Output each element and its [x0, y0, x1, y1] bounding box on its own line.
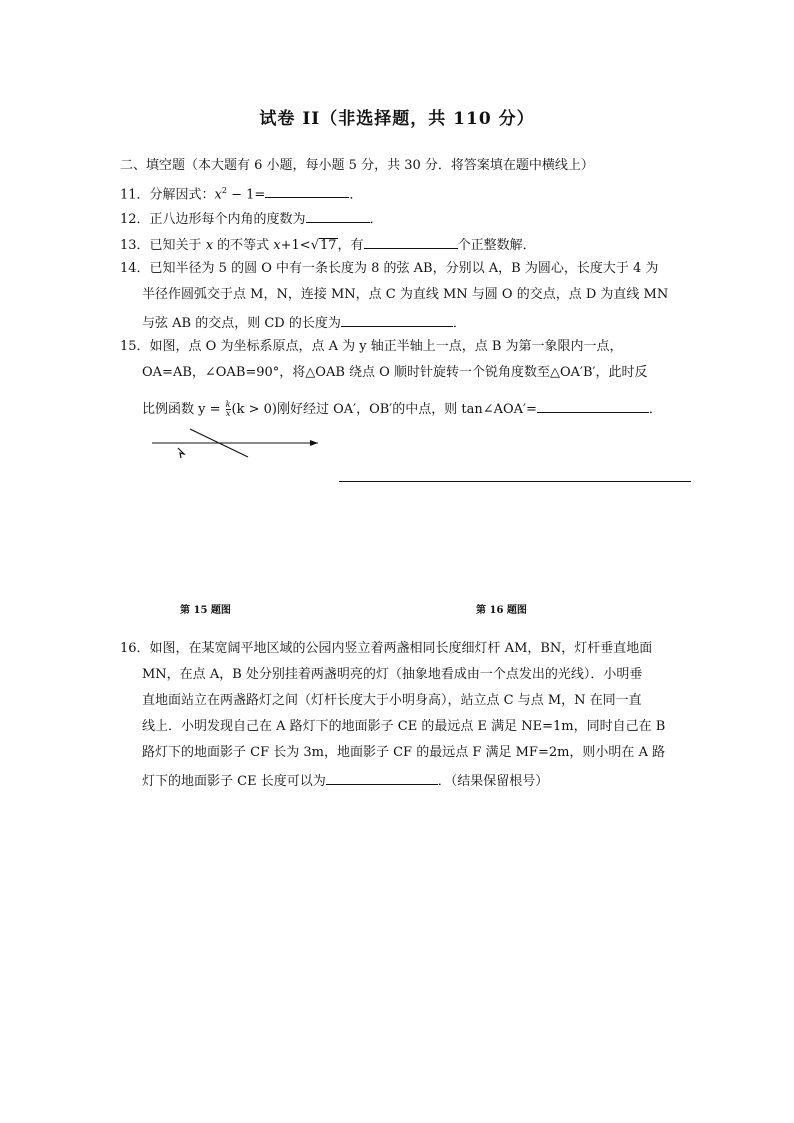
sqrt-sign: √ [310, 238, 319, 253]
question-14-line-3: 与弦 AB 的交点，则 CD 的长度为 ． [142, 312, 466, 333]
question-14-line-1: 14．已知半径为 5 的圆 O 中有一条长度为 8 的弦 AB，分别以 A，B 为圆心，长度大于 4 为 [120, 261, 659, 276]
question-16-line-1: 16．如图，在某宽阔平地区域的公园内竖立着两盏相同长度细灯杆 AM，BN，灯杆垂直地面 [120, 641, 653, 656]
question-15-line-3: 比例函数 y = $\frac{k}{x}$ (k > 0)刚好经过 OA′，OB′的中点，则 tan∠AOA′= ． [142, 400, 662, 418]
figure-15-fragment [140, 420, 330, 470]
question-12: 12．正八边形每个内角的度数为 ． [120, 208, 383, 229]
answer-blank-16[interactable] [326, 770, 438, 785]
question-16-line-6: 灯下的地面影子 CE 长度可以为 ．（结果保留根号） [142, 770, 548, 791]
question-11: 11．分解因式：$x^2 - 1=$ ． [120, 182, 362, 204]
question-16-line-3: 直地面站立在两盏路灯之间（灯杆长度大于小明身高），站立点 C 与点 M，N 在同一直 [142, 693, 642, 708]
caption-16: 第 16 题图 [476, 605, 527, 616]
fraction-k-over-x: $\frac{k}{x}$ [225, 400, 231, 418]
question-16-line-5: 路灯下的地面影子 CF 长为 3m，地面影子 CF 的最远点 F 满足 MF=2m，则小明在 A 路 [142, 745, 666, 760]
cursor-mark-icon [178, 448, 184, 458]
question-16-line-2: MN，在点 A，B 处分别挂着两盏明亮的灯（抽象地看成由一个点发出的光线）．小明垂 [142, 667, 643, 682]
answer-blank-14[interactable] [341, 312, 453, 327]
question-14-line-2: 半径作圆弧交于点 M，N，连接 MN，点 C 为直线 MN 与圆 O 的交点，点 D 为直线 MN [142, 287, 669, 302]
question-16-line-4: 线上．小明发现自己在 A 路灯下的地面影子 CE 的最远点 E 满足 NE=1m，同时自己在 B [142, 719, 666, 734]
paper-title: 试卷 II（非选择题，共 110 分） [259, 109, 535, 129]
section-header: 二、填空题（本大题有 6 小题，每小题 5 分，共 30 分．将答案填在题中横线上） [120, 158, 594, 173]
answer-blank-15[interactable] [537, 398, 649, 413]
question-15-line-2: OA=AB，∠OAB=90°，将△OAB 绕点 O 顺时针旋转一个锐角度数至△OA′B′，此时反 [142, 365, 648, 380]
caption-15: 第 15 题图 [180, 605, 231, 616]
question-13: 13．已知关于 x 的不等式 x+1<√17，有 个正整数解． [120, 234, 536, 255]
arrow-head-icon [310, 440, 318, 446]
answer-blank-11[interactable] [265, 183, 349, 198]
answer-blank-12[interactable] [306, 208, 370, 223]
question-15-line-1: 15．如图，点 O 为坐标系原点，点 A 为 y 轴正半轴上一点，点 B 为第一象限内一点， [120, 339, 623, 354]
answer-blank-13[interactable] [364, 234, 458, 249]
figure-16-ground-line [339, 481, 691, 482]
